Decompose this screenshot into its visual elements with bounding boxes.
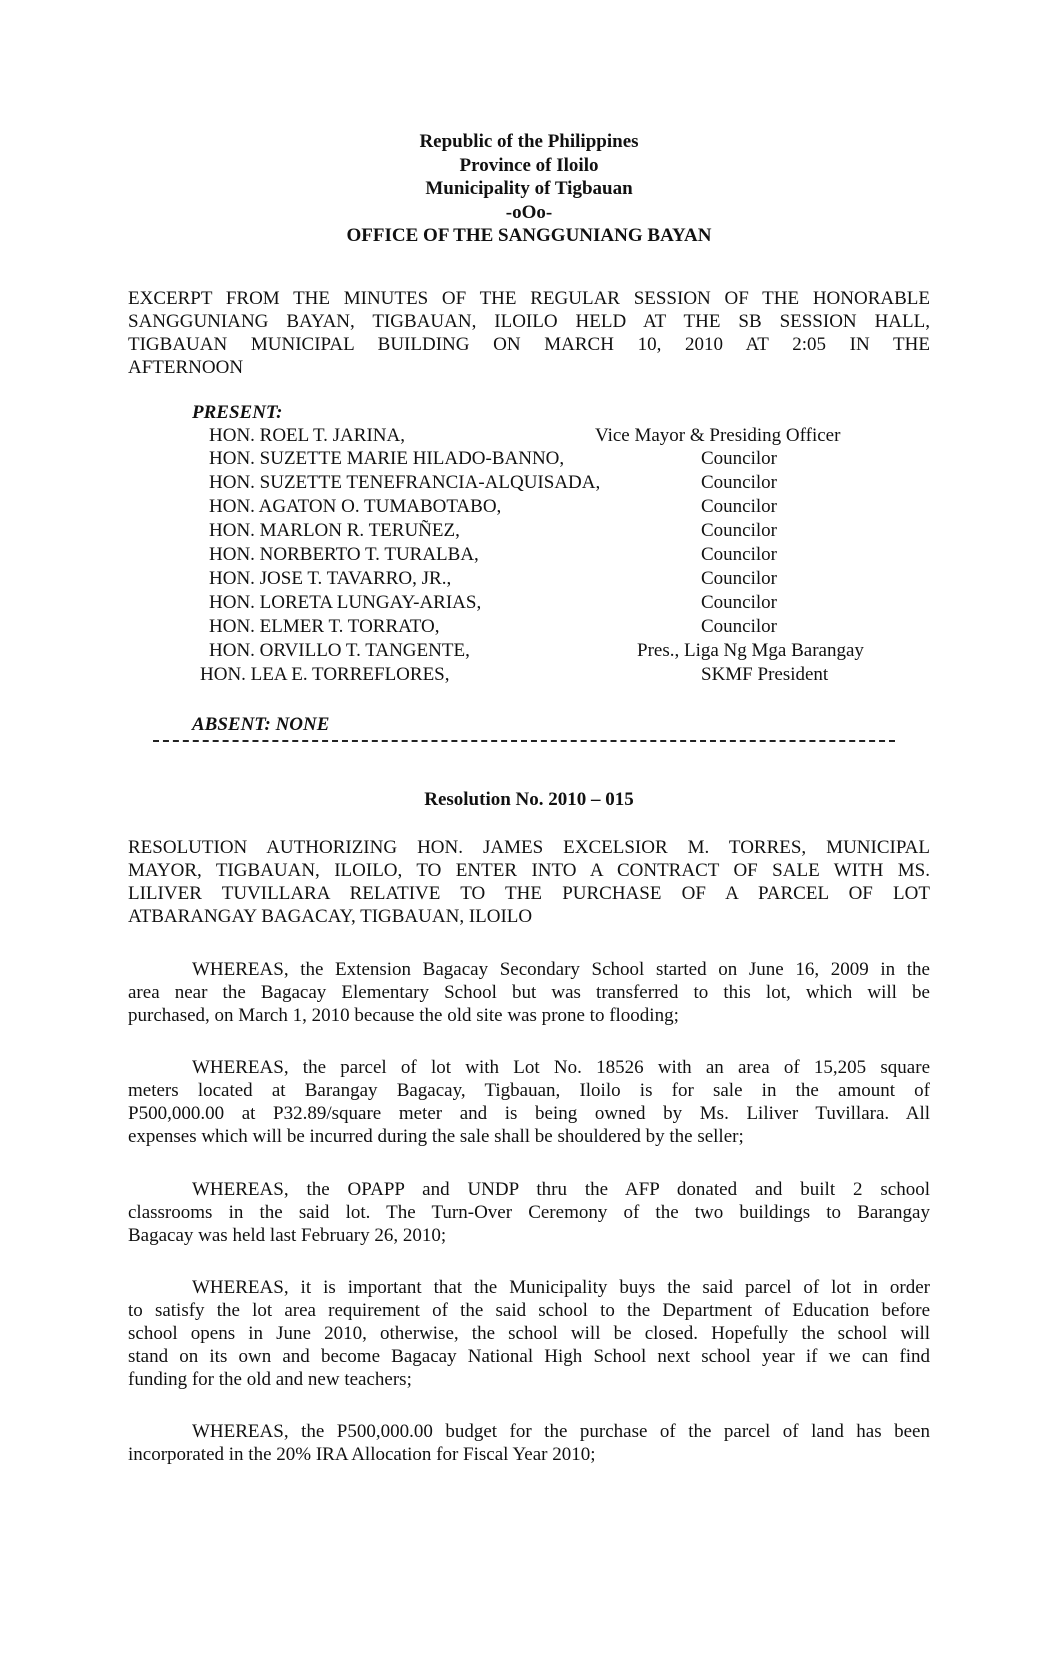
member-position: Councilor — [701, 616, 777, 637]
resolution-title-line: ATBARANGAY BAGACAY, TIGBAUAN, ILOILO — [128, 906, 533, 927]
resolution-number: Resolution No. 2010 – 015 — [424, 789, 634, 810]
whereas-line: area near the Bagacay Elementary School but was transferred to this lot, which will be — [128, 982, 930, 1003]
member-position: Councilor — [701, 520, 777, 541]
absent-label: ABSENT: NONE — [192, 714, 330, 735]
whereas-line: WHEREAS, the OPAPP and UNDP thru the AFP donated and built 2 school — [192, 1179, 930, 1200]
member-position: SKMF President — [701, 664, 829, 685]
whereas-line: WHEREAS, the Extension Bagacay Secondary School started on June 16, 2009 in the — [192, 959, 930, 980]
whereas-line: WHEREAS, the parcel of lot with Lot No. 18526 with an area of 15,205 square — [192, 1057, 930, 1078]
whereas-line: incorporated in the 20% IRA Allocation for Fiscal Year 2010; — [128, 1444, 596, 1465]
resolution-title-line: MAYOR, TIGBAUAN, ILOILO, TO ENTER INTO A CONTRACT OF SALE WITH MS. — [128, 860, 930, 881]
member-name: HON. MARLON R. TERUÑEZ, — [209, 520, 460, 541]
whereas-line: classrooms in the said lot. The Turn-Over Ceremony of the two buildings to Barangay — [128, 1202, 930, 1223]
member-name: HON. SUZETTE MARIE HILADO-BANNO, — [209, 448, 565, 469]
section-divider — [153, 740, 895, 742]
resolution-title-line: RESOLUTION AUTHORIZING HON. JAMES EXCELSIOR M. TORRES, MUNICIPAL — [128, 837, 930, 858]
resolution-title — [128, 836, 930, 928]
member-name: HON. ELMER T. TORRATO, — [209, 616, 440, 637]
member-name: HON. AGATON O. TUMABOTABO, — [209, 496, 502, 517]
minutes-excerpt — [128, 287, 930, 379]
whereas-line: expenses which will be incurred during the sale shall be shouldered by the seller; — [128, 1126, 744, 1147]
letterhead — [0, 130, 1058, 248]
whereas-clause — [128, 1276, 930, 1391]
member-name: HON. ORVILLO T. TANGENTE, — [209, 640, 470, 661]
whereas-line: WHEREAS, the P500,000.00 budget for the purchase of the parcel of land has been — [192, 1421, 930, 1442]
member-name: HON. SUZETTE TENEFRANCIA-ALQUISADA, — [209, 472, 601, 493]
whereas-clause — [128, 1420, 930, 1466]
excerpt-line: EXCERPT FROM THE MINUTES OF THE REGULAR SESSION OF THE HONORABLE — [128, 288, 930, 309]
whereas-line: WHEREAS, it is important that the Municipality buys the said parcel of lot in order — [192, 1277, 930, 1298]
header-office: OFFICE OF THE SANGGUNIANG BAYAN — [346, 225, 712, 246]
member-position: Vice Mayor & Presiding Officer — [595, 425, 841, 446]
header-municipality: Municipality of Tigbauan — [425, 178, 633, 199]
whereas-clause — [128, 1056, 930, 1148]
header-separator: -oOo- — [505, 201, 553, 223]
whereas-clause — [128, 1178, 930, 1247]
whereas-line: Bagacay was held last February 26, 2010; — [128, 1225, 447, 1246]
member-name: HON. LORETA LUNGAY-ARIAS, — [209, 592, 482, 613]
member-name: HON. JOSE T. TAVARRO, JR., — [209, 568, 452, 589]
member-position: Councilor — [701, 448, 777, 469]
member-position: Councilor — [701, 592, 777, 613]
whereas-line: funding for the old and new teachers; — [128, 1369, 412, 1390]
member-position: Pres., Liga Ng Mga Barangay — [637, 640, 864, 661]
member-name: HON. ROEL T. JARINA, — [209, 425, 405, 446]
member-name: HON. NORBERTO T. TURALBA, — [209, 544, 479, 565]
header-republic: Republic of the Philippines — [419, 131, 639, 152]
member-position: Councilor — [701, 472, 777, 493]
member-position: Councilor — [701, 568, 777, 589]
whereas-line: meters located at Barangay Bagacay, Tigbauan, Iloilo is for sale in the amount of — [128, 1080, 930, 1101]
member-position: Councilor — [701, 544, 777, 565]
whereas-line: school opens in June 2010, otherwise, the school will be closed. Hopefully the school will — [128, 1323, 930, 1344]
resolution-title-line: LILIVER TUVILLARA RELATIVE TO THE PURCHASE OF A PARCEL OF LOT — [128, 883, 930, 904]
whereas-line: P500,000.00 at P32.89/square meter and is being owned by Ms. Liliver Tuvillara. All — [128, 1103, 930, 1124]
whereas-line: to satisfy the lot area requirement of the said school to the Department of Education before — [128, 1300, 930, 1321]
excerpt-line: SANGGUNIANG BAYAN, TIGBAUAN, ILOILO HELD AT THE SB SESSION HALL, — [128, 311, 930, 332]
whereas-line: purchased, on March 1, 2010 because the old site was prone to flooding; — [128, 1005, 679, 1026]
whereas-clause — [128, 958, 930, 1027]
present-label: PRESENT: — [192, 402, 283, 423]
excerpt-line: AFTERNOON — [128, 357, 244, 378]
member-name: HON. LEA E. TORREFLORES, — [200, 664, 450, 685]
header-province: Province of Iloilo — [459, 154, 599, 176]
member-position: Councilor — [701, 496, 777, 517]
excerpt-line: TIGBAUAN MUNICIPAL BUILDING ON MARCH 10, 2010 AT 2:05 IN THE — [128, 334, 930, 355]
whereas-line: stand on its own and become Bagacay National High School next school year if we can find — [128, 1346, 930, 1367]
